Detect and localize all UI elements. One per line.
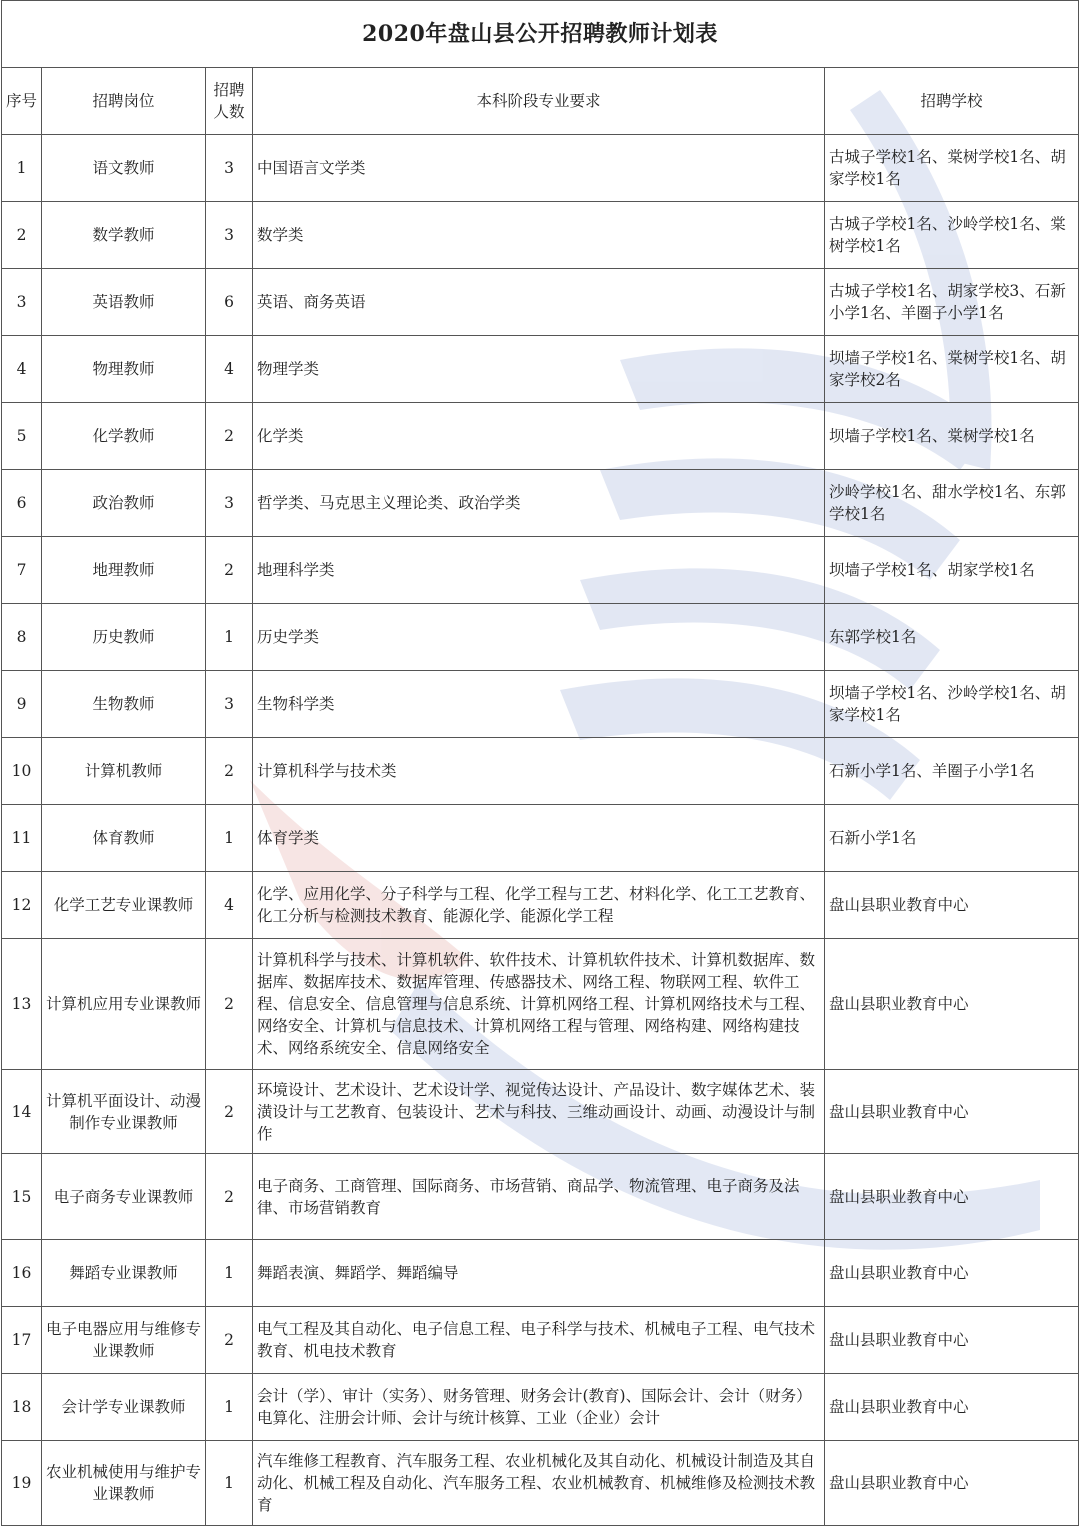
cell-school: 古城子学校1名、棠树学校1名、胡家学校1名 (825, 135, 1079, 202)
table-row (2, 1441, 1079, 1526)
table-row (2, 537, 1079, 604)
header-major: 本科阶段专业要求 (253, 68, 825, 135)
table-row (2, 135, 1079, 202)
cell-school: 盘山县职业教育中心 (825, 1441, 1079, 1526)
cell-count: 2 (206, 939, 253, 1070)
cell-position: 历史教师 (42, 604, 206, 671)
recruitment-plan-table (1, 0, 1079, 1526)
cell-major: 数学类 (253, 202, 825, 269)
header-index: 序号 (2, 68, 42, 135)
cell-position: 物理教师 (42, 336, 206, 403)
cell-index: 5 (2, 403, 42, 470)
cell-school: 盘山县职业教育中心 (825, 872, 1079, 939)
header-position: 招聘岗位 (42, 68, 206, 135)
cell-count: 1 (206, 1374, 253, 1441)
cell-count: 6 (206, 269, 253, 336)
cell-school: 盘山县职业教育中心 (825, 1154, 1079, 1240)
cell-count: 4 (206, 336, 253, 403)
cell-school: 盘山县职业教育中心 (825, 1307, 1079, 1374)
cell-index: 18 (2, 1374, 42, 1441)
cell-index: 3 (2, 269, 42, 336)
cell-count: 2 (206, 537, 253, 604)
cell-count: 2 (206, 1154, 253, 1240)
cell-count: 3 (206, 671, 253, 738)
cell-position: 农业机械使用与维护专业课教师 (42, 1441, 206, 1526)
cell-index: 11 (2, 805, 42, 872)
cell-major: 舞蹈表演、舞蹈学、舞蹈编导 (253, 1240, 825, 1307)
cell-school: 坝墙子学校1名、棠树学校1名 (825, 403, 1079, 470)
cell-index: 1 (2, 135, 42, 202)
table-row (2, 403, 1079, 470)
cell-position: 计算机应用专业课教师 (42, 939, 206, 1070)
cell-school: 东郭学校1名 (825, 604, 1079, 671)
cell-index: 15 (2, 1154, 42, 1240)
cell-major: 地理科学类 (253, 537, 825, 604)
cell-position: 数学教师 (42, 202, 206, 269)
cell-position: 电子商务专业课教师 (42, 1154, 206, 1240)
header-count: 招聘人数 (206, 68, 253, 135)
cell-count: 1 (206, 604, 253, 671)
cell-index: 2 (2, 202, 42, 269)
cell-count: 2 (206, 1307, 253, 1374)
cell-major: 汽车维修工程教育、汽车服务工程、农业机械化及其自动化、机械设计制造及其自动化、机械工程及自动化、汽车服务工程、农业机械教育、机械维修及检测技术教育 (253, 1441, 825, 1526)
cell-position: 生物教师 (42, 671, 206, 738)
cell-position: 体育教师 (42, 805, 206, 872)
cell-count: 1 (206, 1441, 253, 1526)
cell-school: 坝墙子学校1名、沙岭学校1名、胡家学校1名 (825, 671, 1079, 738)
cell-index: 12 (2, 872, 42, 939)
cell-school: 盘山县职业教育中心 (825, 939, 1079, 1070)
cell-school: 石新小学1名、羊圈子小学1名 (825, 738, 1079, 805)
table-row (2, 671, 1079, 738)
cell-position: 会计学专业课教师 (42, 1374, 206, 1441)
cell-count: 1 (206, 805, 253, 872)
table-row (2, 1070, 1079, 1154)
cell-count: 2 (206, 403, 253, 470)
cell-index: 4 (2, 336, 42, 403)
cell-school: 古城子学校1名、沙岭学校1名、棠树学校1名 (825, 202, 1079, 269)
cell-major: 计算机科学与技术类 (253, 738, 825, 805)
cell-major: 哲学类、马克思主义理论类、政治学类 (253, 470, 825, 537)
page-title: 2020年盘山县公开招聘教师计划表 (2, 1, 1079, 68)
table-row (2, 470, 1079, 537)
cell-position: 政治教师 (42, 470, 206, 537)
cell-count: 3 (206, 202, 253, 269)
cell-count: 3 (206, 470, 253, 537)
cell-major: 环境设计、艺术设计、艺术设计学、视觉传达设计、产品设计、数字媒体艺术、装潢设计与工艺教育、包装设计、艺术与科技、三维动画设计、动画、动漫设计与制作 (253, 1070, 825, 1154)
table-row (2, 872, 1079, 939)
cell-major: 会计（学）、审计（实务）、财务管理、财务会计(教育)、国际会计、会计（财务）电算化、注册会计师、会计与统计核算、工业（企业）会计 (253, 1374, 825, 1441)
table-row (2, 269, 1079, 336)
cell-major: 历史学类 (253, 604, 825, 671)
table-row (2, 805, 1079, 872)
cell-index: 13 (2, 939, 42, 1070)
cell-major: 生物科学类 (253, 671, 825, 738)
cell-school: 盘山县职业教育中心 (825, 1070, 1079, 1154)
cell-school: 盘山县职业教育中心 (825, 1240, 1079, 1307)
cell-major: 计算机科学与技术、计算机软件、软件技术、计算机软件技术、计算机数据库、数据库、数据库技术、数据库管理、传感器技术、网络工程、物联网工程、软件工程、信息安全、信息管理与信息系统、计算机网络工程、计算机网络技术与工程、网络安全、计算机与信息技术、计算机网络工程与管理、网络构建、网络构建技术、网络系统安全、信息网络安全 (253, 939, 825, 1070)
cell-count: 2 (206, 1070, 253, 1154)
cell-school: 盘山县职业教育中心 (825, 1374, 1079, 1441)
cell-index: 19 (2, 1441, 42, 1526)
cell-position: 英语教师 (42, 269, 206, 336)
cell-position: 化学教师 (42, 403, 206, 470)
cell-school: 坝墙子学校1名、棠树学校1名、胡家学校2名 (825, 336, 1079, 403)
table-row (2, 738, 1079, 805)
table-header-row (2, 68, 1079, 135)
cell-count: 4 (206, 872, 253, 939)
table-row (2, 202, 1079, 269)
cell-position: 舞蹈专业课教师 (42, 1240, 206, 1307)
table-row (2, 336, 1079, 403)
cell-school: 坝墙子学校1名、胡家学校1名 (825, 537, 1079, 604)
table-row (2, 604, 1079, 671)
cell-index: 17 (2, 1307, 42, 1374)
cell-school: 古城子学校1名、胡家学校3、石新小学1名、羊圈子小学1名 (825, 269, 1079, 336)
cell-major: 化学、应用化学、分子科学与工程、化学工程与工艺、材料化学、化工工艺教育、化工分析与检测技术教育、能源化学、能源化学工程 (253, 872, 825, 939)
cell-school: 沙岭学校1名、甜水学校1名、东郭学校1名 (825, 470, 1079, 537)
cell-major: 英语、商务英语 (253, 269, 825, 336)
cell-position: 地理教师 (42, 537, 206, 604)
cell-index: 14 (2, 1070, 42, 1154)
table-row (2, 939, 1079, 1070)
table-row (2, 1240, 1079, 1307)
cell-index: 6 (2, 470, 42, 537)
cell-major: 物理学类 (253, 336, 825, 403)
cell-position: 计算机教师 (42, 738, 206, 805)
cell-major: 化学类 (253, 403, 825, 470)
cell-index: 8 (2, 604, 42, 671)
cell-position: 语文教师 (42, 135, 206, 202)
cell-position: 电子电器应用与维修专业课教师 (42, 1307, 206, 1374)
cell-count: 1 (206, 1240, 253, 1307)
table-row (2, 1374, 1079, 1441)
cell-position: 计算机平面设计、动漫制作专业课教师 (42, 1070, 206, 1154)
table-row (2, 1307, 1079, 1374)
cell-major: 电气工程及其自动化、电子信息工程、电子科学与技术、机械电子工程、电气技术教育、机电技术教育 (253, 1307, 825, 1374)
cell-position: 化学工艺专业课教师 (42, 872, 206, 939)
cell-index: 7 (2, 537, 42, 604)
cell-school: 石新小学1名 (825, 805, 1079, 872)
cell-count: 2 (206, 738, 253, 805)
cell-index: 16 (2, 1240, 42, 1307)
cell-index: 10 (2, 738, 42, 805)
table-row (2, 1154, 1079, 1240)
cell-count: 3 (206, 135, 253, 202)
cell-major: 体育学类 (253, 805, 825, 872)
header-school: 招聘学校 (825, 68, 1079, 135)
cell-major: 中国语言文学类 (253, 135, 825, 202)
cell-major: 电子商务、工商管理、国际商务、市场营销、商品学、物流管理、电子商务及法律、市场营销教育 (253, 1154, 825, 1240)
cell-index: 9 (2, 671, 42, 738)
